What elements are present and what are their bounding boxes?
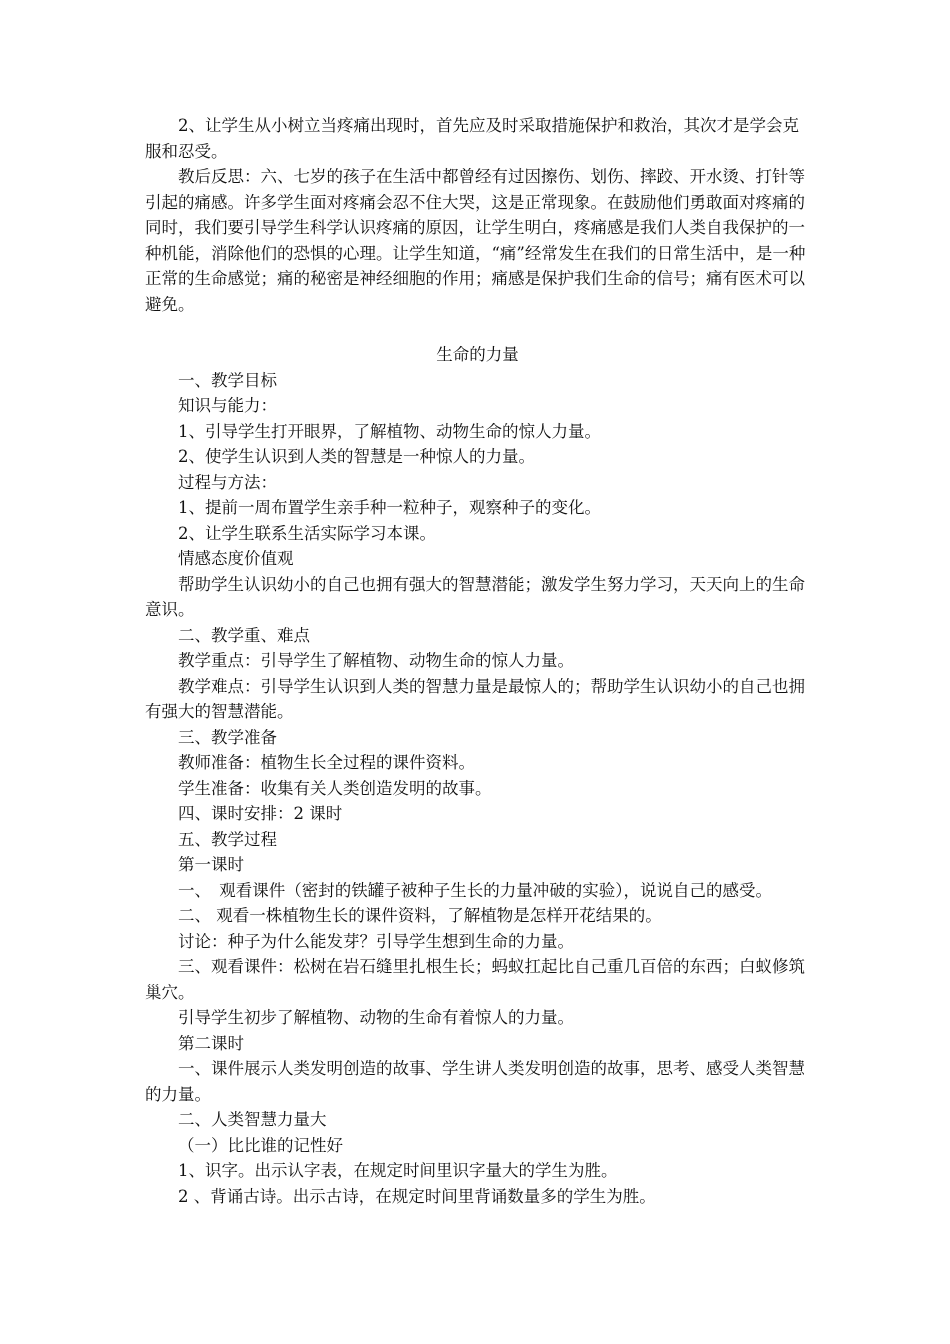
student-preparation: 学生准备：收集有关人类创造发明的故事。 — [178, 778, 492, 798]
subheading-attitude: 情感态度价值观 — [178, 549, 294, 568]
objective-item-1: 1、引导学生打开眼界，了解植物、动物生命的惊人力量。 — [178, 421, 601, 441]
lesson-title: 生命的力量 — [436, 345, 519, 364]
document-body — [145, 113, 810, 1209]
reflection-paragraph: 教后反思：六、七岁的孩子在生活中都曾经有过因擦伤、划伤、摔跤、开水烫、打针等引起的痛感。许多学生面对疼痛会忍不住大哭，这是正常现象。在鼓励他们勇敢面对疼痛的同时，我们要引导学生科学认识疼痛的原因，让学生明白，疼痛感是我们人类自我保护的一种机能，消除他们的恐惧的心理。让学生知道，“痛”经常发生在我们的日常生活中，是一种正常的生命感觉；痛的秘密是神经细胞的作用；痛感是保护我们生命的信号；痛有医术可以避免。 — [145, 167, 806, 314]
second-lesson-step-2: 二、人类智慧力量大 — [178, 1110, 327, 1129]
process-item-1: 1、提前一周布置学生亲手种一粒种子，观察种子的变化。 — [178, 498, 601, 517]
section-heading-schedule: 四、课时安排：2 课时 — [178, 804, 343, 823]
second-lesson-heading: 第二课时 — [178, 1033, 244, 1053]
section-heading-key-points: 二、教学重、难点 — [178, 625, 310, 645]
process-item-2: 2、让学生联系生活实际学习本课。 — [178, 523, 436, 543]
attitude-paragraph: 帮助学生认识幼小的自己也拥有强大的智慧潜能；激发学生努力学习，天天向上的生命意识。 — [145, 574, 805, 619]
section-heading-process: 五、教学过程 — [178, 829, 277, 849]
section-heading-objectives: 一、教学目标 — [178, 370, 277, 390]
memory-contest-heading: （一）比比谁的记性好 — [178, 1135, 343, 1155]
objective-item-2: 2、使学生认识到人类的智慧是一种惊人的力量。 — [178, 447, 535, 466]
first-lesson-step-1: 一、 观看课件（密封的铁罐子被种子生长的力量冲破的实验），说说自己的感受。 — [178, 880, 772, 900]
subheading-process: 过程与方法： — [178, 472, 277, 492]
guidance-paragraph: 引导学生初步了解植物、动物的生命有着惊人的力量。 — [178, 1008, 574, 1027]
memory-contest-item-2: 2 、背诵古诗。出示古诗，在规定时间里背诵数量多的学生为胜。 — [178, 1186, 656, 1206]
second-lesson-step-1: 一、课件展示人类发明创造的故事、学生讲人类发明创造的故事，思考、感受人类智慧的力量。 — [145, 1059, 805, 1104]
subheading-knowledge: 知识与能力： — [178, 396, 277, 415]
key-point: 教学重点：引导学生了解植物、动物生命的惊人力量。 — [178, 651, 574, 670]
difficult-point: 教学难点：引导学生认识到人类的智慧力量是最惊人的；帮助学生认识幼小的自己也拥有强大的智慧潜能。 — [145, 676, 805, 721]
memory-contest-item-1: 1、识字。出示认字表，在规定时间里识字量大的学生为胜。 — [178, 1161, 618, 1180]
first-lesson-step-3: 三、观看课件：松树在岩石缝里扎根生长；蚂蚁扛起比自己重几百倍的东西；白蚁修筑巢穴。 — [145, 957, 805, 1002]
intro-paragraph-1: 2、让学生从小树立当疼痛出现时，首先应及时采取措施保护和救治，其次才是学会克服和忍受。 — [145, 116, 799, 161]
section-heading-preparation: 三、教学准备 — [178, 727, 277, 747]
discussion-paragraph: 讨论：种子为什么能发芽？引导学生想到生命的力量。 — [178, 931, 574, 951]
teacher-preparation: 教师准备：植物生长全过程的课件资料。 — [178, 753, 475, 772]
first-lesson-heading: 第一课时 — [178, 855, 244, 874]
first-lesson-step-2: 二、 观看一株植物生长的课件资料，了解植物是怎样开花结果的。 — [178, 906, 662, 925]
